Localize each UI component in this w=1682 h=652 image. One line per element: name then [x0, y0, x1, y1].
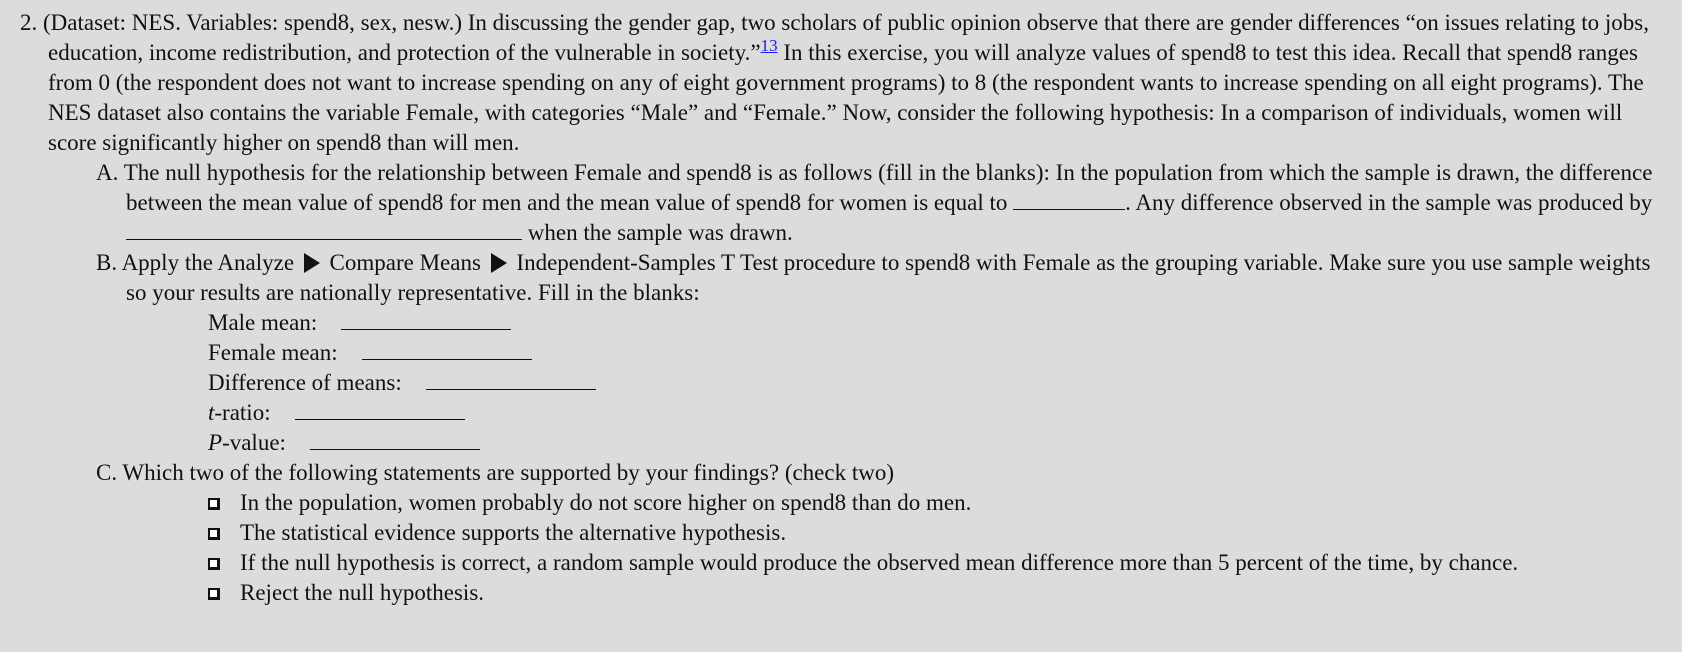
option-1-text: In the population, women probably do not score higher on spend8 than do men. — [240, 490, 972, 515]
part-c — [96, 458, 1672, 488]
question-intro — [20, 8, 1672, 158]
part-b-label: B. — [96, 250, 118, 275]
difference-row — [208, 368, 1672, 398]
menu-arrow-icon — [491, 253, 507, 273]
p-value-label-italic: P — [208, 430, 223, 455]
part-b-text-1: Apply the Analyze — [117, 250, 300, 275]
t-ratio-row — [208, 398, 1672, 428]
p-value-label: -value: — [222, 430, 286, 455]
part-a-label: A. — [96, 160, 119, 185]
option-4-text: Reject the null hypothesis. — [240, 580, 485, 605]
checkbox-icon[interactable] — [208, 498, 220, 510]
t-ratio-blank[interactable] — [295, 401, 465, 420]
option-4 — [208, 578, 1672, 608]
intro-text-part-1: (Dataset: NES. Variables: spend8, sex, nesw.) In discussing the gender gap, two scholars of public opinion observe that there are gender differences “on issues relating to jobs, education, income redistribution, and protection of the vulnerable in society.” — [43, 10, 1649, 65]
part-a-text-2: . Any difference observed in the sample was produced by — [1125, 190, 1653, 215]
male-mean-row — [208, 308, 1672, 338]
difference-label: Difference of means: — [208, 370, 402, 395]
option-1 — [208, 488, 1672, 518]
part-a — [96, 158, 1672, 248]
option-3-text: If the null hypothesis is correct, a random sample would produce the observed mean difference more than 5 percent of the time, by chance. — [240, 550, 1519, 575]
part-c-options — [208, 488, 1672, 608]
intro-text-part-2: In this exercise, you will analyze values of spend8 to test this idea. Recall that spend8 ranges from 0 (the respondent does not want to increase spending on any of eight government programs) to 8 (the respondent wants to increase spending on all eight programs). The NES dataset also contains the variable Female, with categories “Male” and “Female.” Now, consider the following hypothesis: In a comparison of individuals, women will score significantly higher on spend8 than will men. — [48, 40, 1644, 155]
male-mean-label: Male mean: — [208, 310, 318, 335]
difference-blank[interactable] — [426, 371, 596, 390]
female-mean-blank[interactable] — [362, 341, 532, 360]
female-mean-label: Female mean: — [208, 340, 338, 365]
p-value-blank[interactable] — [310, 431, 480, 450]
t-ratio-label: -ratio: — [214, 400, 271, 425]
random-process-blank[interactable] — [126, 221, 522, 240]
checkbox-icon[interactable] — [208, 528, 220, 540]
option-2-text: The statistical evidence supports the alternative hypothesis. — [240, 520, 787, 545]
checkbox-icon[interactable] — [208, 588, 220, 600]
t-ratio-label-italic: t — [208, 400, 215, 425]
question-number: 2. — [20, 10, 38, 35]
part-c-label: C. — [96, 460, 118, 485]
checkbox-icon[interactable] — [208, 558, 220, 570]
footnote-link[interactable]: 13 — [760, 36, 778, 55]
menu-arrow-icon — [304, 253, 320, 273]
female-mean-row — [208, 338, 1672, 368]
option-3 — [20, 548, 1672, 578]
p-value-row — [208, 428, 1672, 458]
option-2 — [208, 518, 1672, 548]
male-mean-blank[interactable] — [341, 311, 511, 330]
part-a-text-3: when the sample was drawn. — [522, 220, 793, 245]
part-c-text: Which two of the following statements are supported by your findings? (check two) — [117, 460, 895, 485]
null-difference-blank[interactable] — [1013, 191, 1125, 210]
part-a-text-1: The null hypothesis for the relationship between Female and spend8 is as follows (fill in the blanks): In the population from which the sample is drawn, the difference between the mean value of spend8 for men and the mean value of spend8 for women is equal to — [118, 160, 1653, 215]
part-b — [96, 248, 1672, 308]
part-b-fill-fields — [208, 308, 1672, 458]
part-b-text-3: Independent-Samples T Test procedure to spend8 with Female as the grouping variable. Make sure you use sample weights so your results are nationally representative. Fill in the blanks: — [126, 250, 1651, 305]
part-b-text-2: Compare Means — [323, 250, 487, 275]
